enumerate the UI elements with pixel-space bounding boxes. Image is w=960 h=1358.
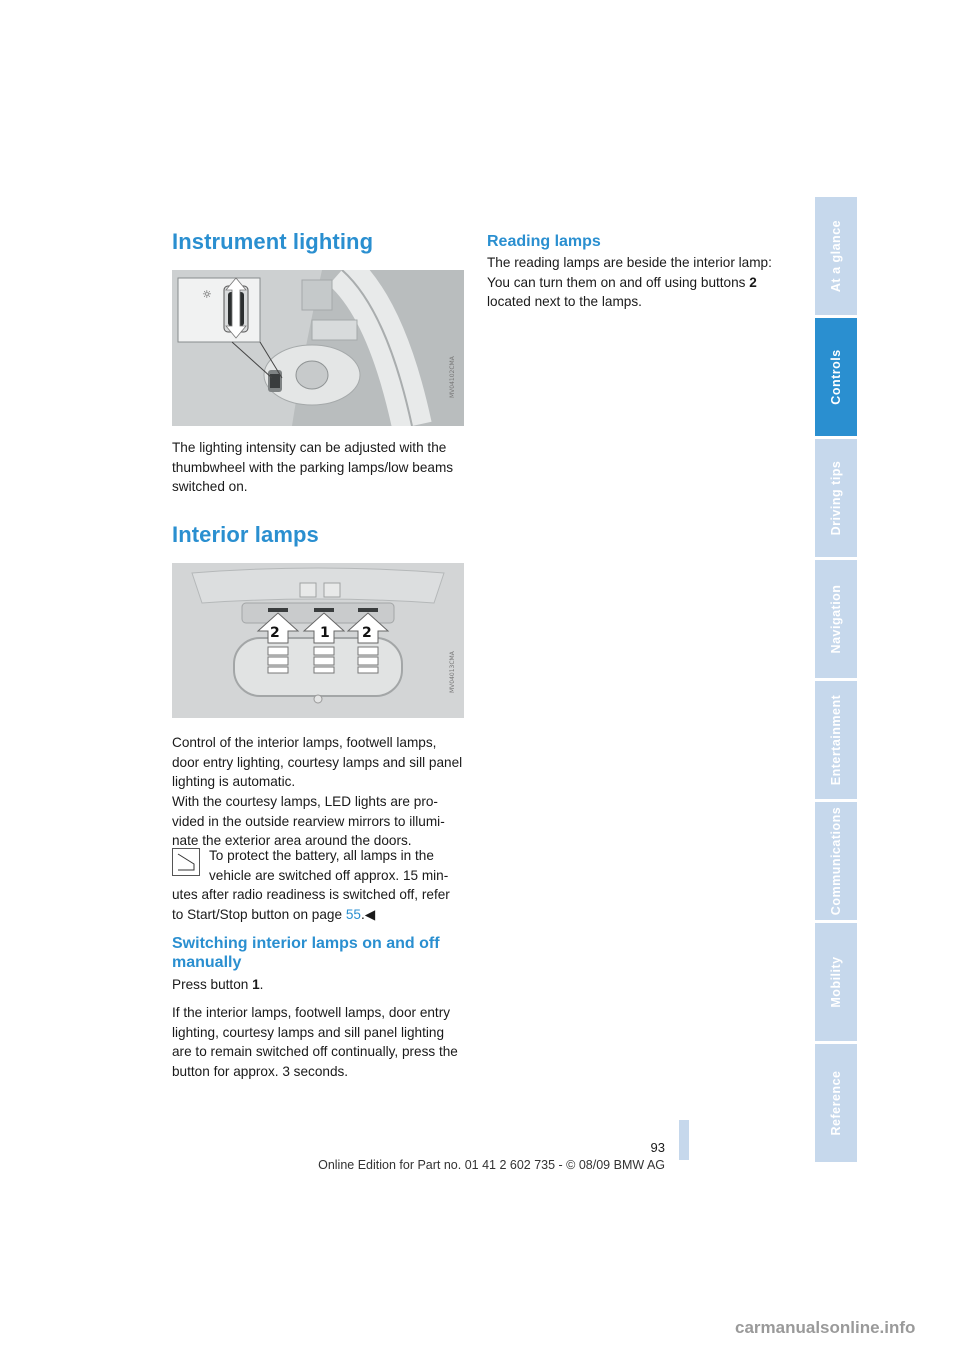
press-number: 1 <box>252 977 260 992</box>
watermark: carmanualsonline.info <box>735 1318 916 1337</box>
instrument-lighting-body: The lighting intensity can be adjusted with the thumbwheel with the parking lamps/low beams switched on. <box>172 440 454 494</box>
interior-figure-code: MV04013CMA <box>449 651 456 693</box>
press-end: . <box>259 977 264 992</box>
instrument-figure-code: MV04102CMA <box>449 356 456 398</box>
tab-reference[interactable]: Reference <box>815 1044 857 1162</box>
switching-heading-line2: manually <box>172 954 242 971</box>
reading-lamps-heading: Reading lamps <box>487 233 601 250</box>
warning-note <box>172 846 472 924</box>
para2-line1: With the courtesy lamps, LED lights are pro- <box>172 794 438 809</box>
footer-bar <box>679 1120 689 1160</box>
reading-number: 2 <box>749 274 757 290</box>
reading-line3: located next to the lamps. <box>487 294 642 309</box>
warning-end-mark: .◀ <box>360 906 376 922</box>
warning-line2: vehicle are switched off approx. 15 min- <box>209 867 449 883</box>
page-number: 93 <box>650 1140 665 1155</box>
para2-line2: vided in the outside rearview mirrors to illumi- <box>172 813 445 829</box>
interior-lamps-para1: Control of the interior lamps, footwell lamps, door entry lighting, courtesy lamps and sill panel lighting is automatic. <box>172 735 463 789</box>
footer-edition: Online Edition for Part no. 01 41 2 602 735 - © 08/09 BMW AG <box>318 1158 665 1172</box>
instrument-lighting-figure <box>172 270 464 426</box>
figure-label-left: 2 <box>270 625 280 641</box>
page-55-link[interactable]: 55 <box>345 906 361 922</box>
figure-label-right: 2 <box>362 625 372 641</box>
chapter-sidebar <box>815 197 857 1165</box>
switching-heading <box>172 934 440 972</box>
tab-at-a-glance[interactable]: At a glance <box>815 197 857 315</box>
tab-controls[interactable]: Controls <box>815 318 857 436</box>
interior-lamps-para2 <box>172 792 472 851</box>
reading-line2: You can turn them on and off using buttons <box>487 274 750 290</box>
tab-navigation[interactable]: Navigation <box>815 560 857 678</box>
tab-communications[interactable]: Communications <box>815 802 857 920</box>
continuous-off-text: If the interior lamps, footwell lamps, door entry lighting, courtesy lamps and sill panel lighting are to remain switched off continually, press the button for approx. 3 seconds. <box>172 1005 458 1079</box>
warning-line1: To protect the battery, all lamps in the <box>209 848 434 863</box>
warning-line3: utes after radio readiness is switched off, refer <box>172 887 450 902</box>
tab-mobility[interactable]: Mobility <box>815 923 857 1041</box>
svg-text:☼: ☼ <box>202 288 212 301</box>
press-label: Press button <box>172 977 253 992</box>
reading-lamps-body <box>487 253 797 312</box>
reading-line1: The reading lamps are beside the interior lamp: <box>487 255 772 270</box>
tab-entertainment[interactable]: Entertainment <box>815 681 857 799</box>
tab-driving-tips[interactable]: Driving tips <box>815 439 857 557</box>
press-button-text <box>172 975 466 995</box>
interior-lamps-heading: Interior lamps <box>172 522 319 547</box>
para2-line3: nate the exterior area around the doors. <box>172 833 412 848</box>
switching-heading-line1: Switching interior lamps on and off <box>172 935 440 952</box>
figure-label-center: 1 <box>320 625 330 641</box>
interior-lamps-figure <box>172 563 464 718</box>
instrument-lighting-heading: Instrument lighting <box>172 229 374 254</box>
warning-line4: to Start/Stop button on page <box>172 906 346 922</box>
